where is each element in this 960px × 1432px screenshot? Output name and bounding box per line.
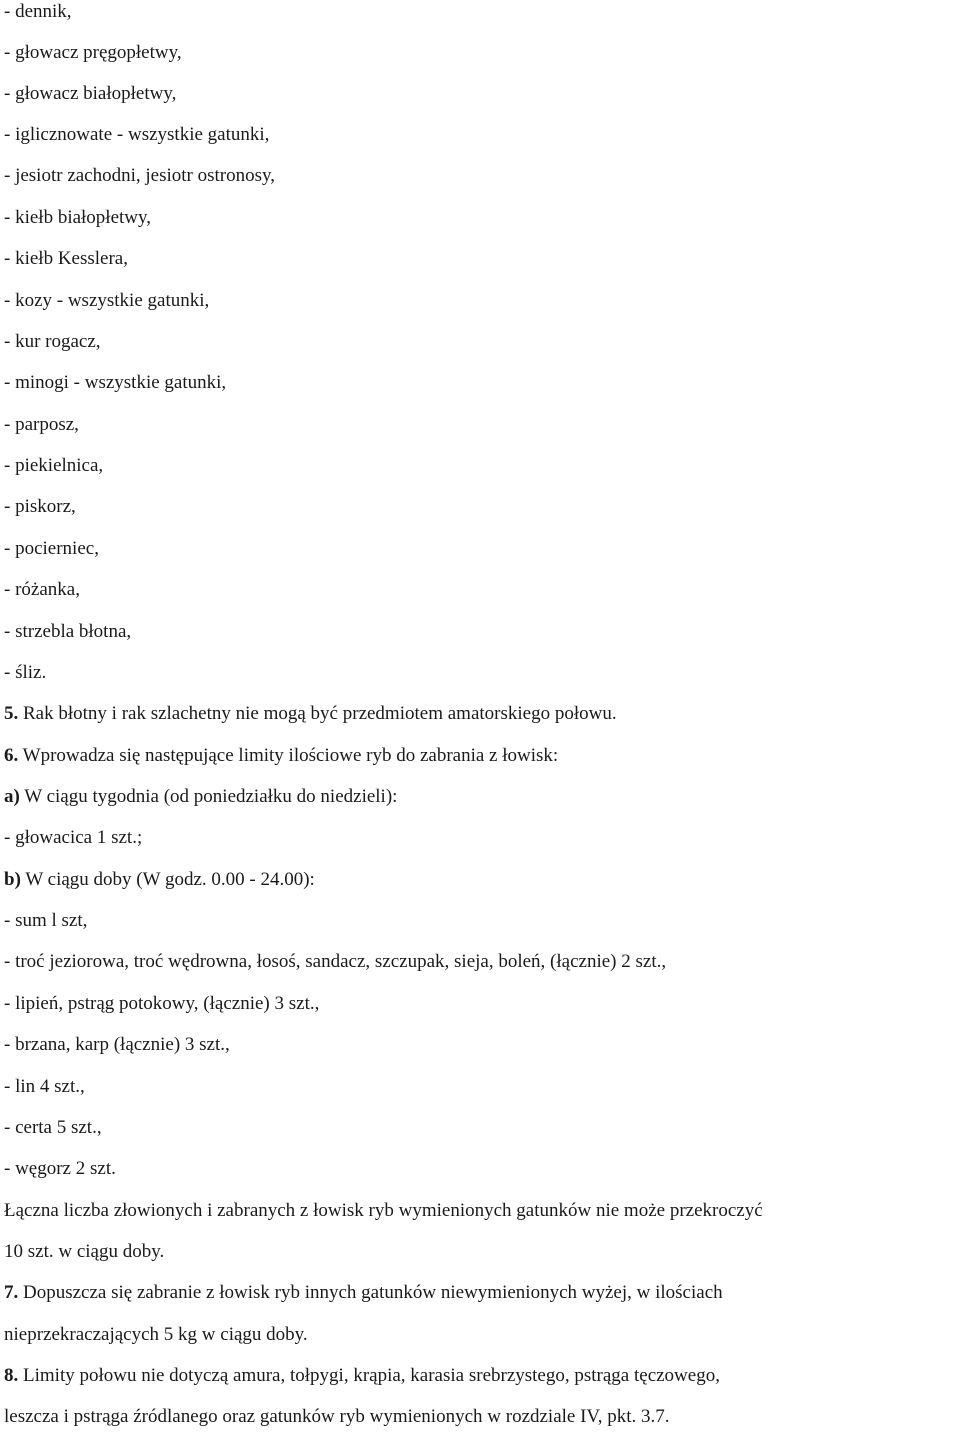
- paragraph-7-continuation: nieprzekraczających 5 kg w ciągu doby.: [4, 1324, 308, 1345]
- paragraph-text: Dopuszcza się zabranie z łowisk ryb innych gatunków niewymienionych wyżej, w ilościach: [18, 1282, 723, 1303]
- subpoint-label: a): [4, 786, 20, 807]
- list-item: - lipień, pstrąg potokowy, (łącznie) 3 szt.,: [4, 993, 320, 1014]
- paragraph-text: Rak błotny i rak szlachetny nie mogą być przedmiotem amatorskiego połowu.: [18, 703, 617, 724]
- list-item: - kur rogacz,: [4, 331, 101, 352]
- list-item: - troć jeziorowa, troć wędrowna, łosoś, sandacz, szczupak, sieja, boleń, (łącznie) 2 szt.,: [4, 951, 667, 972]
- paragraph-number: 8.: [4, 1365, 19, 1386]
- paragraph-7: [4, 1282, 723, 1304]
- paragraph-number: 7.: [4, 1282, 19, 1303]
- list-item: - iglicznowate - wszystkie gatunki,: [4, 124, 270, 145]
- list-item: - kiełb Kesslera,: [4, 248, 128, 269]
- paragraph-8-continuation: leszcza i pstrąga źródlanego oraz gatunków ryb wymienionych w rozdziale IV, pkt. 3.7.: [4, 1406, 670, 1427]
- list-item: - śliz.: [4, 662, 47, 683]
- list-item: - głowacz pręgopłetwy,: [4, 42, 182, 63]
- list-item: - lin 4 szt.,: [4, 1076, 85, 1097]
- list-item: - głowacz białopłetwy,: [4, 83, 177, 104]
- list-item: - piskorz,: [4, 496, 76, 517]
- subpoint-a: [4, 786, 397, 808]
- list-item: - parposz,: [4, 414, 79, 435]
- total-note-line-1: Łączna liczba złowionych i zabranych z łowisk ryb wymienionych gatunków nie może przekroczyć: [4, 1200, 763, 1221]
- paragraph-6: [4, 745, 558, 767]
- list-item: - węgorz 2 szt.: [4, 1158, 116, 1179]
- subpoint-text: W ciągu tygodnia (od poniedziałku do niedzieli):: [19, 786, 398, 807]
- list-item: - jesiotr zachodni, jesiotr ostronosy,: [4, 165, 276, 186]
- subpoint-b: [4, 869, 315, 891]
- total-note-line-2: 10 szt. w ciągu doby.: [4, 1241, 165, 1262]
- list-item: - głowacica 1 szt.;: [4, 827, 143, 848]
- paragraph-number: 6.: [4, 745, 19, 766]
- list-item: - strzebla błotna,: [4, 621, 132, 642]
- list-item: - kiełb białopłetwy,: [4, 207, 152, 228]
- list-item: - dennik,: [4, 1, 72, 22]
- list-item: - certa 5 szt.,: [4, 1117, 102, 1138]
- list-item: - minogi - wszystkie gatunki,: [4, 372, 227, 393]
- list-item: - pocierniec,: [4, 538, 99, 559]
- subpoint-text: W ciągu doby (W godz. 0.00 - 24.00):: [20, 869, 315, 890]
- paragraph-8: [4, 1365, 720, 1387]
- list-item: - piekielnica,: [4, 455, 104, 476]
- paragraph-text: Wprowadza się następujące limity ilościowe ryb do zabrania z łowisk:: [18, 745, 559, 766]
- paragraph-number: 5.: [4, 703, 19, 724]
- list-item: - brzana, karp (łącznie) 3 szt.,: [4, 1034, 230, 1055]
- paragraph-5: [4, 703, 617, 725]
- list-item: - różanka,: [4, 579, 80, 600]
- paragraph-text: Limity połowu nie dotyczą amura, tołpygi, krąpia, karasia srebrzystego, pstrąga tęczowego,: [18, 1365, 720, 1386]
- list-item: - sum l szt,: [4, 910, 88, 931]
- list-item: - kozy - wszystkie gatunki,: [4, 290, 210, 311]
- subpoint-label: b): [4, 869, 21, 890]
